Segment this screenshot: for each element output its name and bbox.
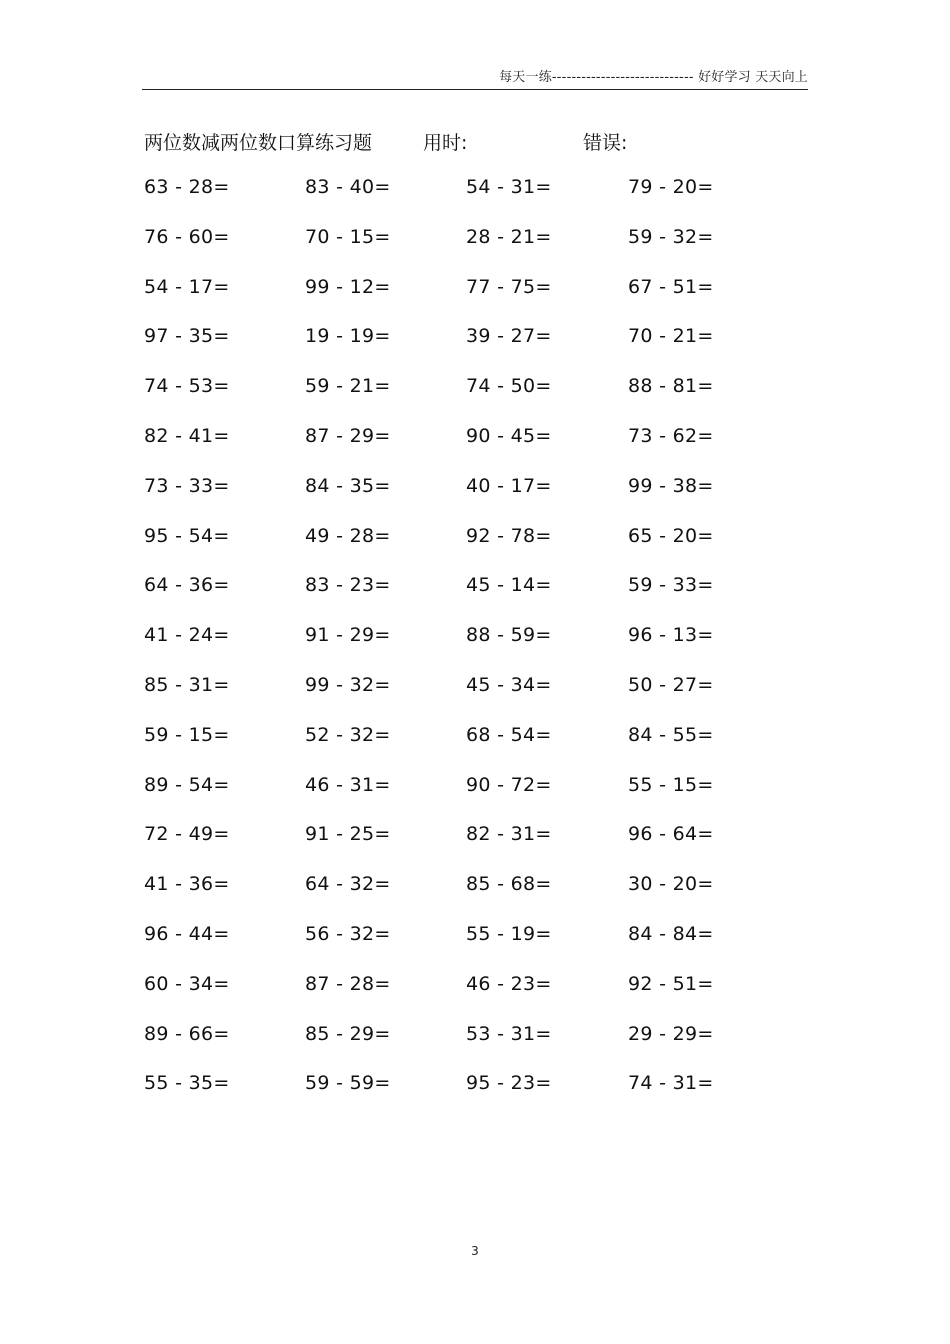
problem-row: [0, 674, 950, 724]
problem-row: [0, 375, 950, 425]
problem-row: [0, 923, 950, 973]
problem-item: 59 - 32=: [628, 225, 714, 248]
problem-item: 74 - 53=: [144, 375, 230, 398]
problem-item: 67 - 51=: [628, 275, 714, 298]
problem-item: 83 - 23=: [305, 574, 391, 597]
problem-item: 96 - 44=: [144, 922, 230, 945]
problem-item: 28 - 21=: [466, 225, 552, 248]
problem-item: 73 - 33=: [144, 474, 230, 497]
problem-item: 88 - 81=: [628, 375, 714, 398]
problem-item: 84 - 84=: [628, 922, 714, 945]
problem-row: [0, 823, 950, 873]
problem-item: 77 - 75=: [466, 275, 552, 298]
problem-item: 95 - 23=: [466, 1072, 552, 1095]
problem-item: 85 - 68=: [466, 873, 552, 896]
problem-row: [0, 1023, 950, 1073]
problem-item: 68 - 54=: [466, 723, 552, 746]
problem-item: 64 - 32=: [305, 873, 391, 896]
problem-row: [0, 525, 950, 575]
problem-item: 65 - 20=: [628, 524, 714, 547]
problem-item: 60 - 34=: [144, 972, 230, 995]
problem-item: 85 - 31=: [144, 673, 230, 696]
problem-item: 91 - 29=: [305, 624, 391, 647]
page-header: [142, 62, 808, 88]
problem-item: 59 - 59=: [305, 1072, 391, 1095]
problem-row: [0, 774, 950, 824]
problem-item: 70 - 21=: [628, 325, 714, 348]
problem-item: 52 - 32=: [305, 723, 391, 746]
page-number: 3: [471, 1244, 479, 1258]
problem-item: 95 - 54=: [144, 524, 230, 547]
problem-grid: [0, 176, 950, 1122]
problem-item: 30 - 20=: [628, 873, 714, 896]
problem-row: [0, 873, 950, 923]
problem-item: 41 - 24=: [144, 624, 230, 647]
problem-item: 56 - 32=: [305, 922, 391, 945]
problem-item: 73 - 62=: [628, 424, 714, 447]
problem-row: [0, 276, 950, 326]
problem-item: 45 - 34=: [466, 673, 552, 696]
problem-item: 53 - 31=: [466, 1022, 552, 1045]
problem-item: 97 - 35=: [144, 325, 230, 348]
problem-item: 85 - 29=: [305, 1022, 391, 1045]
problem-row: [0, 475, 950, 525]
problem-item: 88 - 59=: [466, 624, 552, 647]
problem-item: 39 - 27=: [466, 325, 552, 348]
problem-row: [0, 624, 950, 674]
problem-row: [0, 176, 950, 226]
errors-label: 错误:: [583, 132, 628, 154]
problem-row: [0, 574, 950, 624]
problem-item: 64 - 36=: [144, 574, 230, 597]
problem-item: 40 - 17=: [466, 474, 552, 497]
problem-item: 70 - 15=: [305, 225, 391, 248]
problem-item: 99 - 32=: [305, 673, 391, 696]
problem-item: 90 - 72=: [466, 773, 552, 796]
time-label: 用时:: [423, 132, 468, 154]
problem-row: [0, 973, 950, 1023]
problem-item: 19 - 19=: [305, 325, 391, 348]
problem-item: 96 - 13=: [628, 624, 714, 647]
problem-item: 72 - 49=: [144, 823, 230, 846]
problem-item: 74 - 50=: [466, 375, 552, 398]
problem-item: 89 - 66=: [144, 1022, 230, 1045]
problem-item: 99 - 38=: [628, 474, 714, 497]
problem-item: 96 - 64=: [628, 823, 714, 846]
problem-row: [0, 325, 950, 375]
problem-item: 87 - 28=: [305, 972, 391, 995]
worksheet-title: 两位数减两位数口算练习题: [144, 132, 373, 154]
problem-item: 74 - 31=: [628, 1072, 714, 1095]
problem-item: 90 - 45=: [466, 424, 552, 447]
problem-item: 45 - 14=: [466, 574, 552, 597]
problem-row: [0, 1072, 950, 1122]
problem-item: 54 - 31=: [466, 176, 552, 198]
problem-item: 59 - 21=: [305, 375, 391, 398]
problem-item: 82 - 41=: [144, 424, 230, 447]
problem-item: 83 - 40=: [305, 176, 391, 198]
problem-item: 84 - 35=: [305, 474, 391, 497]
problem-item: 87 - 29=: [305, 424, 391, 447]
problem-item: 84 - 55=: [628, 723, 714, 746]
problem-row: [0, 425, 950, 475]
problem-item: 63 - 28=: [144, 176, 230, 198]
header-text: 每天一练----------------------------- 好好学习 天天向上: [499, 70, 808, 85]
title-row: [0, 128, 950, 158]
problem-item: 76 - 60=: [144, 225, 230, 248]
problem-item: 91 - 25=: [305, 823, 391, 846]
problem-item: 54 - 17=: [144, 275, 230, 298]
problem-item: 59 - 33=: [628, 574, 714, 597]
problem-item: 99 - 12=: [305, 275, 391, 298]
problem-item: 55 - 35=: [144, 1072, 230, 1095]
problem-item: 46 - 23=: [466, 972, 552, 995]
problem-item: 55 - 19=: [466, 922, 552, 945]
problem-item: 79 - 20=: [628, 176, 714, 198]
problem-item: 92 - 78=: [466, 524, 552, 547]
problem-item: 49 - 28=: [305, 524, 391, 547]
problem-item: 82 - 31=: [466, 823, 552, 846]
problem-item: 46 - 31=: [305, 773, 391, 796]
problem-item: 55 - 15=: [628, 773, 714, 796]
problem-item: 59 - 15=: [144, 723, 230, 746]
problem-row: [0, 226, 950, 276]
problem-row: [0, 724, 950, 774]
problem-item: 50 - 27=: [628, 673, 714, 696]
problem-item: 89 - 54=: [144, 773, 230, 796]
problem-item: 41 - 36=: [144, 873, 230, 896]
problem-item: 29 - 29=: [628, 1022, 714, 1045]
problem-item: 92 - 51=: [628, 972, 714, 995]
header-divider: [142, 89, 808, 90]
